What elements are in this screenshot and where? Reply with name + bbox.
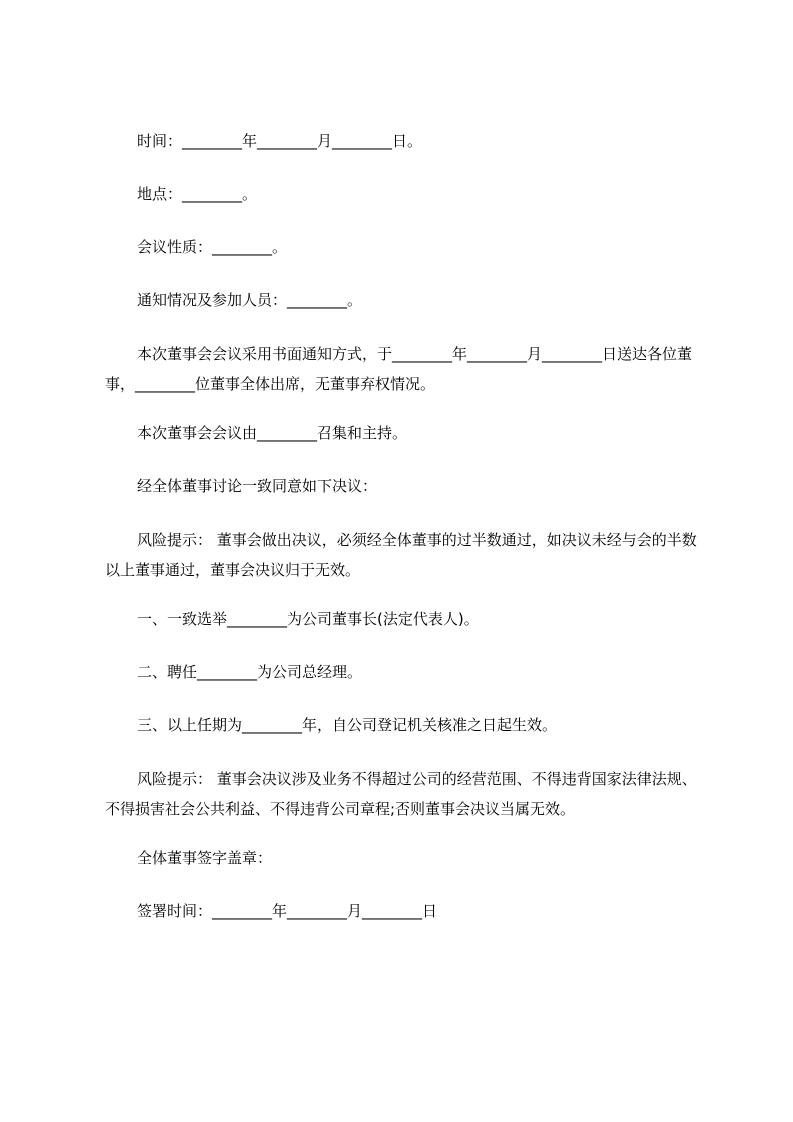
notice-attendees-line: 通知情况及参加人员：________。 [137, 291, 363, 309]
resolution-item-2: 二、聘任________为公司总经理。 [137, 663, 363, 681]
meeting-nature-line: 会议性质：________。 [137, 238, 288, 256]
risk-tip-1-text: 风险提示： 董事会做出决议，必须经全体董事的过半数通过，如决议未经与会的半数以上董事通过，董事会决议归于无效。 [105, 531, 697, 579]
risk-tip-paragraph-2 [105, 764, 705, 824]
convener-line: 本次董事会会议由________召集和主持。 [137, 424, 408, 442]
meeting-time-line: 时间：________年________月________日。 [137, 132, 423, 150]
notice-paragraph [105, 339, 705, 399]
resolution-item-3: 三、以上任期为________年，自公司登记机关核准之日起生效。 [137, 716, 558, 734]
resolution-item-1: 一、一致选举________为公司董事长(法定代表人)。 [137, 610, 479, 628]
signature-line: 全体董事签字盖章： [137, 849, 273, 867]
notice-paragraph-text: 本次董事会会议采用书面通知方式，于________年________月________日送达各位董事，________位董事全体出席，无董事弃权情况。 [105, 345, 693, 393]
resolution-intro-line: 经全体董事讨论一致同意如下决议： [137, 477, 378, 495]
sign-date-line: 签署时间：________年________月________日 [137, 902, 438, 920]
risk-tip-2-text: 风险提示： 董事会决议涉及业务不得超过公司的经营范围、不得违背国家法律法规、不得损害社会公共利益、不得违背公司章程;否则董事会决议当属无效。 [105, 770, 697, 818]
risk-tip-paragraph-1 [105, 525, 705, 585]
meeting-place-line: 地点：________。 [137, 185, 258, 203]
